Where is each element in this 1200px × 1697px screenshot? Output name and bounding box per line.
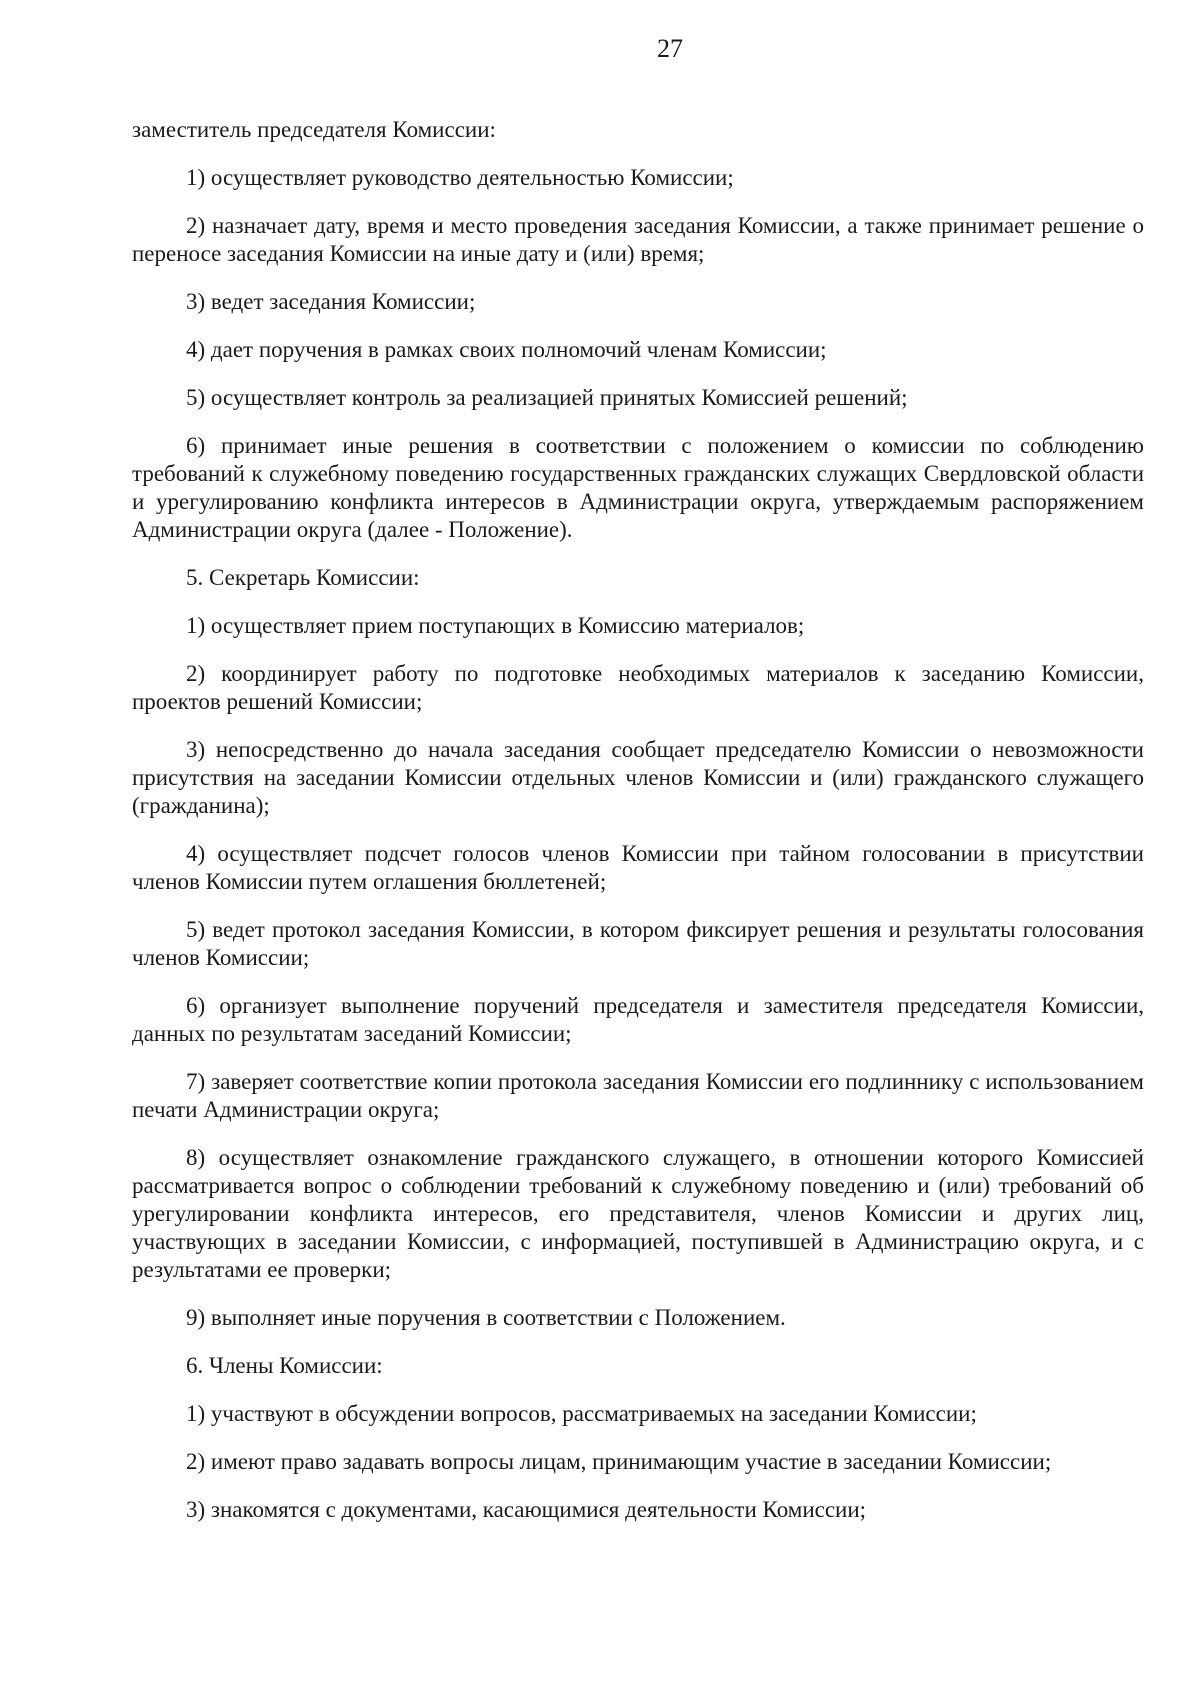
secretary-duty-2: 2) координирует работу по подготовке необходимых материалов к заседанию Комиссии, проектов решений Комиссии; (132, 661, 1144, 714)
secretary-duty-3: 3) непосредственно до начала заседания сообщает председателю Комиссии о невозможности присутствия на заседании Комиссии отдельных членов Комиссии и (или) гражданского служащего (гражданина); (132, 737, 1144, 818)
section-heading-members: 6. Члены Комиссии: (186, 1353, 383, 1378)
chair-duty-2: 2) назначает дату, время и место проведения заседания Комиссии, а также принимает решение о переносе заседания Комиссии на иные дату и (или) время; (132, 213, 1144, 266)
chair-duty-4: 4) дает поручения в рамках своих полномочий членам Комиссии; (186, 337, 827, 362)
chair-duty-1: 1) осуществляет руководство деятельностью Комиссии; (186, 165, 734, 190)
paragraph-intro: заместитель председателя Комиссии: (132, 117, 496, 142)
secretary-duty-7: 7) заверяет соответствие копии протокола заседания Комиссии его подлиннику с использованием печати Администрации округа; (132, 1069, 1144, 1122)
secretary-duty-1: 1) осуществляет прием поступающих в Комиссию материалов; (186, 613, 805, 638)
secretary-duty-4: 4) осуществляет подсчет голосов членов Комиссии при тайном голосовании в присутствии членов Комиссии путем оглашения бюллетеней; (132, 841, 1144, 894)
page-number: 27 (657, 34, 683, 63)
secretary-duty-8: 8) осуществляет ознакомление гражданского служащего, в отношении которого Комиссией рассматривается вопрос о соблюдении требований к служебному поведению и (или) требований об урегулировании конфликта интересов, его представителя, членов Комиссии и других лиц, участвующих в заседании Комиссии, с информацией, поступившей в Администрацию округа, и с результатами ее проверки; (132, 1145, 1144, 1282)
secretary-duty-6: 6) организует выполнение поручений председателя и заместителя председателя Комиссии, данных по результатам заседаний Комиссии; (132, 993, 1144, 1046)
member-duty-2: 2) имеют право задавать вопросы лицам, принимающим участие в заседании Комиссии; (186, 1449, 1052, 1474)
member-duty-3: 3) знакомятся с документами, касающимися деятельности Комиссии; (186, 1497, 867, 1522)
section-heading-secretary: 5. Секретарь Комиссии: (186, 565, 420, 590)
chair-duty-6: 6) принимает иные решения в соответствии с положением о комиссии по соблюдению требований к служебному поведению государственных гражданских служащих Свердловской области и урегулированию конфликта интересов в Администрации округа, утверждаемым распоряжением Администрации округа (далее - Положение). (132, 433, 1144, 542)
chair-duty-3: 3) ведет заседания Комиссии; (186, 289, 476, 314)
chair-duty-5: 5) осуществляет контроль за реализацией принятых Комиссией решений; (186, 385, 908, 410)
secretary-duty-5: 5) ведет протокол заседания Комиссии, в котором фиксирует решения и результаты голосования членов Комиссии; (132, 917, 1144, 970)
document-body (132, 116, 1144, 1544)
secretary-duty-9: 9) выполняет иные поручения в соответствии с Положением. (186, 1305, 786, 1330)
member-duty-1: 1) участвуют в обсуждении вопросов, рассматриваемых на заседании Комиссии; (186, 1401, 977, 1426)
